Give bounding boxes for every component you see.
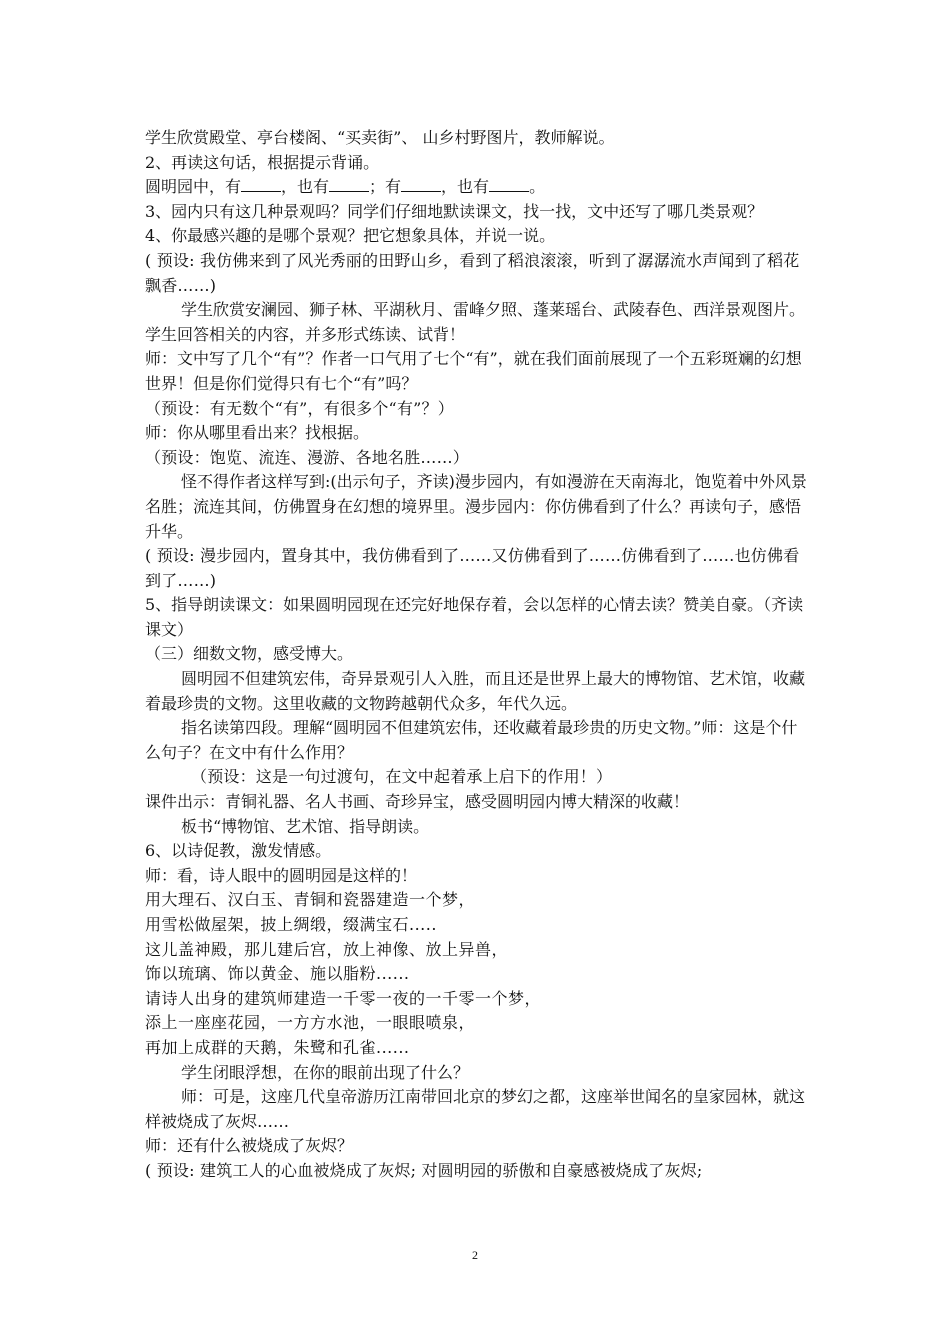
paragraph: 学生欣赏殿堂、亭台楼阁、“买卖街”、 山乡村野图片，教师解说。 [145,128,615,147]
blank-1 [241,176,281,192]
fill-in-line: 圆明园中，有 ，也有 ；有 ，也有 。 [145,177,546,197]
paragraph: 4、你最感兴趣的是哪个景观？把它想象具体，并说一说。 [145,226,556,246]
preset-note: （预设：这是一句过渡句，在文中起着承上启下的作用！） [191,767,613,787]
paragraph: 课件出示：青铜礼器、名人书画、奇珍异宝，感受圆明园内博大精深的收藏！ [145,792,690,812]
paragraph: 师：可是，这座几代皇帝游历江南带回北京的梦幻之都，这座举世闻名的皇家园林，就这样被烧成了灰烬…… [145,1087,806,1131]
preset-note: ( 预设: 漫步园内，置身其中，我仿佛看到了……又仿佛看到了……仿佛看到了……也仿佛看到了……) [145,546,800,590]
poem-line: 添上一座座花园，一方方水池，一眼眼喷泉， [145,1013,476,1033]
page-number: 2 [472,1248,478,1262]
poem-line: 用雪松做屋架，披上绸缎，缀满宝石..... [145,915,437,934]
paragraph: 2、再读这句话，根据提示背诵。 [145,152,380,172]
paragraph: 板书“博物馆、艺术馆、指导朗读。 [181,816,430,836]
paragraph: 师：还有什么被烧成了灰烬？ [145,1136,354,1156]
paragraph: 师：文中写了几个“有”？作者一口气用了七个“有”，就在我们面前展现了一个五彩斑斓的幻想世界！但是你们觉得只有七个“有”吗？ [145,349,802,393]
blank-2 [329,176,369,192]
paragraph: 怪不得作者这样写到:(出示句子，齐读)漫步园内，有如漫游在天南海北，饱览着中外风景名胜；流连其间，仿佛置身在幻想的境界里。漫步园内：你仿佛看到了什么？再读句子，感悟升华。 [145,472,807,541]
paragraph: 3、园内只有这几种景观吗？同学们仔细地默读课文，找一找，文中还写了哪几类景观？ [145,201,764,221]
preset-note: （预设：饱览、流连、漫游、各地名胜……） [145,447,470,467]
preset-note: （预设：有无数个“有”，有很多个“有”？） [145,398,454,418]
paragraph: 师：你从哪里看出来？找根据。 [145,423,370,443]
section-heading: （三）细数文物，感受博大。 [145,644,354,664]
poem-line: 这儿盖神殿，那儿建后宫，放上神像、放上异兽， [145,939,509,959]
poem-line: 用大理石、汉白玉、青铜和瓷器建造一个梦， [145,890,476,910]
paragraph: 学生闭眼浮想，在你的眼前出现了什么？ [181,1062,470,1082]
paragraph: 5、指导朗读课文：如果圆明园现在还完好地保存着，会以怎样的心情去读？赞美自豪。（齐读课文） [145,595,804,639]
paragraph: 圆明园不但建筑宏伟，奇异景观引人入胜，而且还是世界上最大的博物馆、艺术馆，收藏着最珍贵的文物。这里收藏的文物跨越朝代众多，年代久远。 [145,669,806,713]
blank-4 [489,176,529,192]
blank-3 [401,176,441,192]
preset-note: ( 预设: 我仿佛来到了风光秀丽的田野山乡，看到了稻浪滚滚，听到了潺潺流水声闻到了稻花飘香……) [145,250,800,295]
paragraph: 6、以诗促教，激发情感。 [145,841,332,861]
document-body [145,126,810,1184]
poem-line: 饰以琉璃、饰以黄金、施以脂粉...... [145,964,410,984]
paragraph: 指名读第四段。理解“圆明园不但建筑宏伟，还收藏着最珍贵的历史文物。”师：这是个什么句子？在文中有什么作用？ [145,718,798,762]
paragraph: 师：看，诗人眼中的圆明园是这样的！ [145,865,418,885]
poem-line: 请诗人出身的建筑师建造一千零一夜的一千零一个梦， [145,988,542,1008]
paragraph: 学生欣赏安澜园、狮子林、平湖秋月、雷峰夕照、蓬莱瑶台、武陵春色、西洋景观图片。学生回答相关的内容，并多形式练读、试背！ [145,300,806,344]
poem-line: 再加上成群的天鹅，朱鹭和孔雀...... [145,1037,410,1057]
preset-note: ( 预设: 建筑工人的心血被烧成了灰烬; 对圆明园的骄傲和自豪感被烧成了灰烬; [145,1160,703,1180]
